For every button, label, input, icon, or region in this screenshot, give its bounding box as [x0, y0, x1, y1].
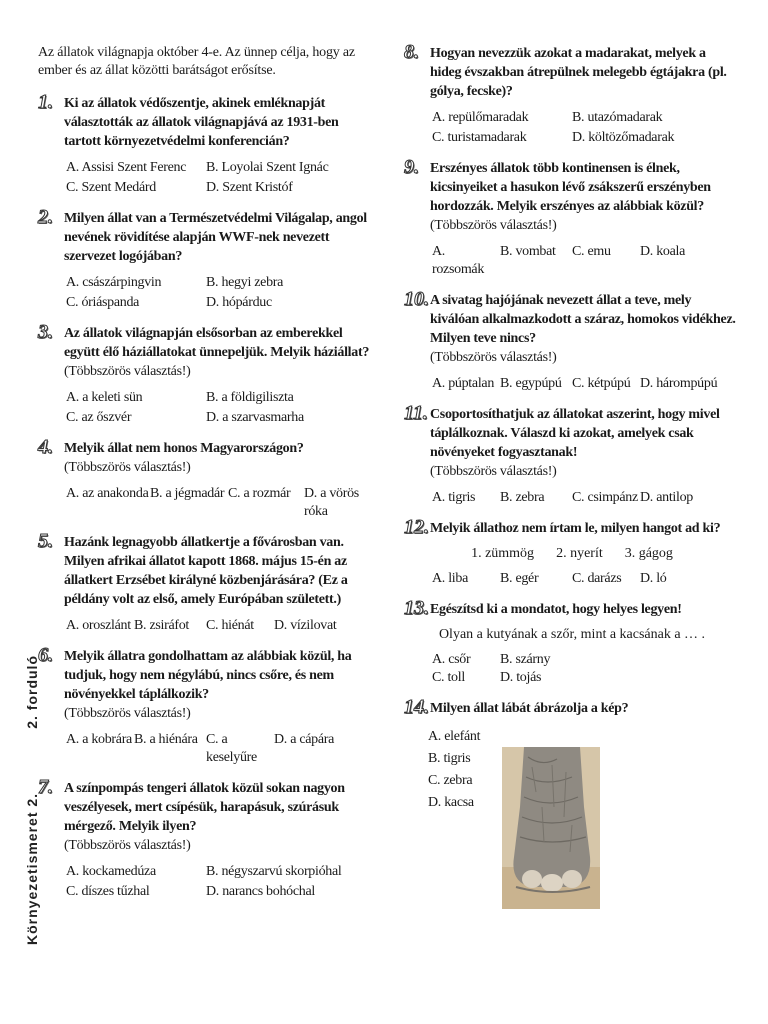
answer-options [38, 485, 370, 521]
question-text: Csoportosíthatjuk az állatokat aszerint, hogy mivel táplálkoznak. Válaszd ki azokat, amelyek csak növényeket fogyasztanak! [430, 407, 720, 460]
answer-options [38, 159, 370, 197]
question-note: (Többszörös választás!) [64, 706, 191, 721]
answer-a[interactable]: A. oroszlánt [66, 618, 131, 633]
answer-c[interactable]: C. darázs [572, 571, 622, 586]
answer-c[interactable]: C. díszes tűzhal [66, 884, 150, 899]
question-number: 8. [404, 41, 419, 63]
answer-options [404, 243, 740, 279]
side-label-round: 2. forduló [24, 655, 40, 729]
answer-d[interactable]: D. antilop [640, 490, 693, 505]
answer-d[interactable]: D. hárompúpú [640, 376, 718, 391]
question-text: Milyen állat lábát ábrázolja a kép? [430, 701, 629, 716]
answer-d[interactable]: D. a vörös róka [304, 486, 359, 519]
answer-b[interactable]: B. utazómadarak [572, 110, 663, 125]
question-9 [404, 156, 740, 279]
answer-b[interactable]: B. vombat [500, 244, 556, 259]
question-number: 6. [38, 644, 53, 666]
question-13 [404, 597, 740, 687]
answer-a[interactable]: A. császárpingvin [66, 275, 162, 290]
answer-options [404, 109, 740, 147]
question-text: A színpompás tengeri állatok közül sokan nagyon veszélyesek, mert csípésük, harapásuk, szúrásuk mérgező. Melyik ilyen? [64, 781, 345, 834]
fill-in-sentence: Olyan a kutyának a szőr, mint a kacsának a … . [438, 627, 706, 642]
answer-c[interactable]: C. zebra [428, 773, 473, 788]
answer-b[interactable]: B. a hiénára [134, 732, 198, 747]
answer-options [38, 617, 370, 635]
answer-options [404, 489, 740, 507]
question-text: Hogyan nevezzük azokat a madarakat, melyek a hideg évszakban átrepülnek melegebb égtájakra (pl. gólya, fecske)? [430, 46, 727, 99]
question-note: (Többszörös választás!) [430, 464, 557, 479]
answer-c[interactable]: C. toll [432, 670, 465, 685]
question-note: (Többszörös választás!) [64, 838, 191, 853]
question-text: Erszényes állatok több kontinensen is élnek, kicsinyeiket a hasukon lévő zsákszerű erszényben hordozzák. Melyik erszényes az alábbiak közül? [430, 161, 711, 214]
question-note: (Többszörös választás!) [430, 350, 557, 365]
sound-options [404, 546, 740, 562]
answer-b[interactable]: B. a földigiliszta [206, 390, 294, 405]
question-number: 3. [38, 321, 53, 343]
answer-options [404, 375, 740, 393]
question-note: (Többszörös választás!) [64, 364, 191, 379]
answer-options [404, 570, 740, 588]
elephant-foot-illustration [502, 747, 600, 909]
answer-c[interactable]: C. turistamadarak [432, 130, 527, 145]
answer-c[interactable]: C. a keselyűre [206, 732, 257, 765]
question-text: Melyik állat nem honos Magyarországon? [64, 441, 304, 456]
answer-c[interactable]: C. csimpánz [572, 490, 638, 505]
question-number: 11. [404, 402, 428, 424]
answer-d[interactable]: D. a cápára [274, 732, 335, 747]
question-number: 14. [404, 696, 429, 718]
answer-d[interactable]: D. tojás [500, 670, 542, 685]
answer-d[interactable]: D. kacsa [428, 795, 474, 810]
question-11 [404, 402, 740, 507]
answer-b[interactable]: B. a jégmadár [150, 486, 225, 501]
question-12 [404, 516, 740, 588]
answer-d[interactable]: D. hópárduc [206, 295, 272, 310]
side-label-subject: Környezetismeret 2. [24, 792, 40, 945]
question-3 [38, 321, 370, 427]
side-label [2, 655, 40, 945]
question-text: A sivatag hajójának nevezett állat a teve, mely kiválóan alkalmazkodott a száraz, homokos vidékhez. Milyen teve nincs? [430, 293, 736, 346]
answer-c[interactable]: C. hiénát [206, 618, 254, 633]
answer-a[interactable]: A. tigris [432, 490, 476, 505]
answer-b[interactable]: B. zebra [500, 490, 545, 505]
answer-d[interactable]: D. vízilovat [274, 618, 337, 633]
answer-c[interactable]: C. az őszvér [66, 410, 132, 425]
answer-d[interactable]: D. a szarvasmarha [206, 410, 304, 425]
answer-c[interactable]: C. Szent Medárd [66, 180, 156, 195]
answer-a[interactable]: A. liba [432, 571, 469, 586]
intro-text: Az állatok világnapja október 4-e. Az ünnep célja, hogy az ember és az állat közötti barátságot erősítse. [38, 45, 355, 78]
answer-options [38, 863, 370, 901]
answer-d[interactable]: D. Szent Kristóf [206, 180, 293, 195]
answer-options [38, 389, 370, 427]
answer-a[interactable]: A. rozsomák [432, 244, 485, 277]
answer-b[interactable]: B. hegyi zebra [206, 275, 284, 290]
answer-a[interactable]: A. elefánt [428, 729, 481, 744]
answer-b[interactable]: B. szárny [500, 652, 551, 667]
sound-option: 3. gágog [624, 546, 673, 561]
answer-b[interactable]: B. tigris [428, 751, 471, 766]
answer-options [38, 731, 370, 767]
answer-a[interactable]: A. a keleti sün [66, 390, 143, 405]
question-number: 10. [404, 288, 429, 310]
question-number: 5. [38, 530, 53, 552]
question-5 [38, 530, 370, 635]
question-8 [404, 41, 740, 147]
question-7 [38, 776, 370, 901]
question-note: (Többszörös választás!) [430, 218, 557, 233]
question-text: Ki az állatok védőszentje, akinek emléknapját választották az állatok világnapjává az 1931-ben tartott környezetvédelmi konferencián? [64, 96, 339, 149]
answer-a[interactable]: A. csőr [432, 652, 471, 667]
question-4 [38, 436, 370, 521]
sound-option: 2. nyerít [556, 546, 603, 561]
question-note: (Többszörös választás!) [64, 460, 191, 475]
question-text: Melyik állatra gondolhattam az alábbiak közül, ha tudjuk, hogy nem négylábú, nincs csőre, és nem növényekkel táplálkozik? [64, 649, 352, 702]
question-number: 9. [404, 156, 419, 178]
answer-d[interactable]: D. koala [640, 244, 686, 259]
answer-c[interactable]: C. a rozmár [228, 486, 291, 501]
answer-d[interactable]: D. ló [640, 571, 667, 586]
question-text: Milyen állat van a Természetvédelmi Világalap, angol nevének rövidítése alapján WWF-nek nevezett szervezet logójában? [64, 211, 367, 264]
answer-a[interactable]: A. a kobrára [66, 732, 132, 747]
question-1 [38, 91, 370, 197]
answer-b[interactable]: B. egypúpú [500, 376, 562, 391]
question-text: Hazánk legnagyobb állatkertje a fővárosban van. Milyen afrikai állatot kapott 1868. május 15-én az állatkert Erzsébet királyné közbenjárására? (Ez a példány volt az első, amely Európában született.) [64, 535, 348, 607]
answer-a[interactable]: A. Assisi Szent Ferenc [66, 160, 187, 175]
question-number: 7. [38, 776, 53, 798]
right-column [404, 41, 740, 941]
answer-a[interactable]: A. púptalan [432, 376, 495, 391]
question-text: Az állatok világnapján elsősorban az emberekkel együtt élő háziállatokat ünnepeljük. Melyik háziállat? [64, 326, 370, 360]
question-number: 13. [404, 597, 429, 619]
question-6 [38, 644, 370, 767]
question-2 [38, 206, 370, 312]
answer-a[interactable]: A. kockamedúza [66, 864, 156, 879]
left-column [38, 44, 370, 913]
answer-c[interactable]: C. óriáspanda [66, 295, 140, 310]
question-number: 12. [404, 516, 429, 538]
question-14 [404, 696, 740, 929]
answer-a[interactable]: A. az anakonda [66, 486, 149, 501]
answer-b[interactable]: B. négyszarvú skorpióhal [206, 864, 342, 879]
question-10 [404, 288, 740, 393]
answer-d[interactable]: D. narancs bohóchal [206, 884, 315, 899]
answer-b[interactable]: B. egér [500, 571, 539, 586]
question-number: 2. [38, 206, 53, 228]
elephant-foot-photo [502, 747, 600, 909]
question-text: Egészítsd ki a mondatot, hogy helyes legyen! [430, 602, 682, 617]
answer-b[interactable]: B. Loyolai Szent Ignác [206, 160, 329, 175]
sound-option: 1. zümmög [471, 546, 535, 561]
answer-options [38, 274, 370, 312]
answer-b[interactable]: B. zsiráfot [134, 618, 190, 633]
question-number: 1. [38, 91, 53, 113]
question-text: Melyik állathoz nem írtam le, milyen hangot ad ki? [430, 521, 721, 536]
question-number: 4. [38, 436, 53, 458]
answer-a[interactable]: A. repülőmaradak [432, 110, 529, 125]
answer-options [404, 651, 740, 687]
answer-d[interactable]: D. költözőmadarak [572, 130, 675, 145]
answer-c[interactable]: C. emu [572, 244, 611, 259]
answer-c[interactable]: C. kétpúpú [572, 376, 631, 391]
